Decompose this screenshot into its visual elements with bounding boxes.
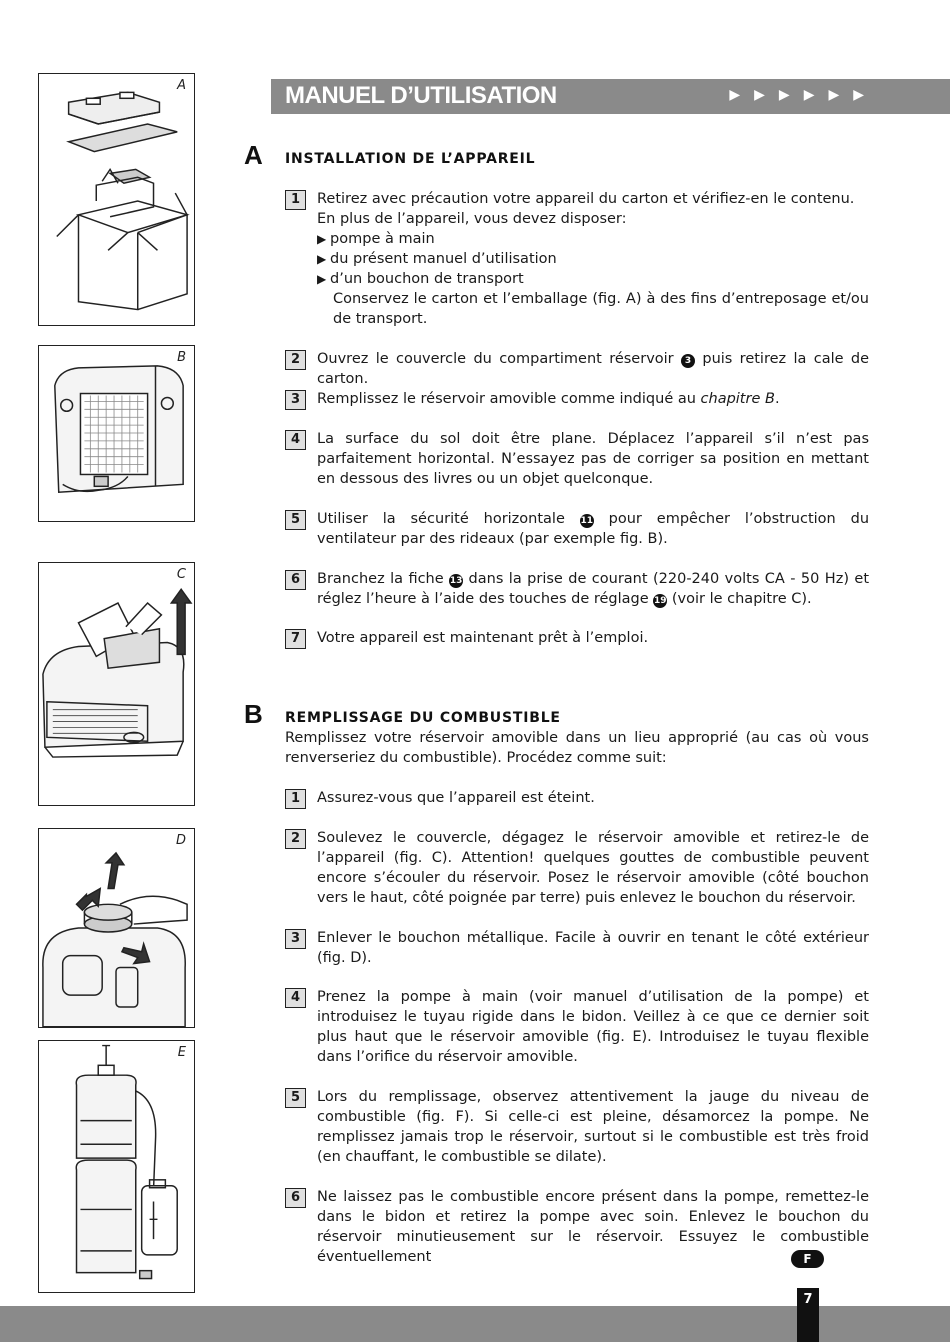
figure-letter: C: [176, 567, 186, 582]
step-b5: [285, 1087, 869, 1167]
chapter-reference: chapitre B: [700, 391, 775, 407]
step-b4: [285, 987, 869, 1067]
heater-rear-illustration: [39, 346, 194, 521]
step-number: 1: [285, 789, 306, 809]
component-ref-badge: 13: [449, 576, 463, 586]
step-number: 6: [285, 1188, 306, 1208]
section-a-letter: A: [244, 140, 263, 170]
step-b3: [285, 928, 869, 968]
figure-e: [38, 1040, 195, 1293]
component-ref-badge: 11: [580, 516, 594, 526]
figure-letter: A: [177, 78, 186, 93]
step-text: Enlever le bouchon métallique. Facile à ouvrir en tenant le côté extérieur (fig. D).: [317, 930, 869, 966]
step-text: Soulevez le couvercle, dégagez le réservoir amovible et retirez-le de l’appareil (fig. C). Attention! quelques gouttes de combustible peuvent encore s’écouler du réservoir. Posez le réservoir amovible (côté bouchon vers le haut, côté poignée par terre) puis enlevez le bouchon du réservoir.: [317, 830, 869, 906]
figure-b: [38, 345, 195, 522]
list-item: [317, 229, 869, 249]
step-text: Lors du remplissage, observez attentivement la jauge du niveau de combustible (fig. F). Si celle-ci est pleine, désamorcez la pompe. Ne remplissez jamais trop le réservoir, surtout si le combustible est très froid (en chauffant, le combustible se dilate).: [317, 1089, 869, 1165]
pump-filling-illustration: [39, 1041, 194, 1292]
figure-a: [38, 73, 195, 326]
step-a7: [285, 628, 869, 648]
step-number: 2: [285, 350, 306, 370]
step-number: 7: [285, 629, 306, 649]
step-number: 3: [285, 390, 306, 410]
component-ref-badge: 19: [654, 596, 667, 606]
list-item: [317, 249, 869, 269]
header-bar: [271, 79, 950, 114]
step-a1: [285, 189, 869, 329]
figure-d: [38, 828, 195, 1028]
section-b-letter: B: [244, 699, 263, 729]
step-text: Branchez la fiche: [317, 571, 444, 587]
header-arrows: ▶▶▶▶▶▶: [729, 87, 878, 103]
step-text: Remplissez le réservoir amovible comme indiqué au: [317, 391, 696, 407]
section-a-title: INSTALLATION DE L’APPAREIL: [285, 151, 536, 167]
step-text: .: [774, 391, 780, 407]
step-text: Assurez-vous que l’appareil est éteint.: [317, 790, 595, 806]
step-number: 1: [285, 190, 306, 210]
step-text: Utiliser la sécurité horizontale: [317, 511, 565, 527]
language-badge: F: [791, 1250, 824, 1268]
step-a5: [285, 509, 869, 549]
section-b-title: REMPLISSAGE DU COMBUSTIBLE: [285, 710, 561, 726]
step-text: puis retirez la cale de carton.: [317, 351, 870, 387]
section-b-intro: Remplissez votre réservoir amovible dans un lieu approprié (au cas où vous renverseriez du combustible). Procédez comme suit:: [285, 730, 869, 766]
step-text: Prenez la pompe à main (voir manuel d’utilisation de la pompe) et introduisez le tuyau rigide dans le bidon. Veillez à ce que ce dernier soit plus haut que le réservoir amovible (fig. E). Introduisez le tuyau flexible dans l’orifice du réservoir amovible.: [317, 989, 869, 1065]
step-b6: [285, 1187, 869, 1267]
step-text: Ne laissez pas le combustible encore présent dans la pompe, remettez-le dans le bidon et retirez la pompe avec soin. Enlevez le bouchon du réservoir minutieusement sur le réservoir. Essuyez le combustible éventuellement: [317, 1189, 869, 1265]
step-a3: [285, 389, 869, 409]
figure-letter: D: [175, 833, 186, 848]
step-text: Retirez avec précaution votre appareil du carton et vérifiez-en le contenu.: [317, 191, 855, 207]
step-text: Ouvrez le couvercle du compartiment réservoir: [317, 351, 674, 367]
step-b2: [285, 828, 869, 908]
step-number: 4: [285, 988, 306, 1008]
tank-removal-illustration: [39, 563, 194, 805]
list-item-text: du présent manuel d’utilisation: [330, 251, 557, 267]
list-item-text: d’un bouchon de transport: [330, 271, 524, 287]
step-b1: [285, 788, 869, 808]
step-number: 5: [285, 510, 306, 530]
list-item-text: pompe à main: [330, 231, 435, 247]
step-text: En plus de l’appareil, vous devez disposer:: [317, 211, 627, 227]
list-item: [317, 269, 869, 289]
step-text: (voir le chapitre C).: [671, 591, 812, 607]
step-number: 4: [285, 430, 306, 450]
box-unpacking-illustration: [39, 74, 194, 325]
step-text: pour empêcher l’obstruction du ventilateur par des rideaux (par exemple fig. B).: [317, 511, 870, 547]
cap-removal-illustration: [39, 829, 194, 1027]
component-ref-badge: 3: [681, 354, 695, 368]
step-number: 3: [285, 929, 306, 949]
page-title: MANUEL D’UTILISATION: [285, 82, 557, 109]
step-text: dans la prise de courant (220-240 volts CA - 50 Hz) et réglez l’heure à l’aide des touches de réglage: [317, 571, 870, 607]
step-a6: [285, 569, 869, 609]
figure-letter: E: [177, 1045, 186, 1060]
step-a4: [285, 429, 869, 489]
page-number: 7: [797, 1288, 819, 1342]
step-number: 6: [285, 570, 306, 590]
step-text: La surface du sol doit être plane. Déplacez l’appareil s’il n’est pas parfaitement horizontal. N’essayez pas de corriger sa position en mettant en dessous des livres ou un objet quelconque.: [317, 431, 869, 487]
step-text: Votre appareil est maintenant prêt à l’emploi.: [317, 630, 649, 646]
step-number: 5: [285, 1088, 306, 1108]
step-number: 2: [285, 829, 306, 849]
step-note: Conservez le carton et l’emballage (fig. A) à des fins d’entreposage et/ou de transport.: [333, 291, 869, 327]
figure-letter: B: [177, 350, 186, 365]
figure-c: [38, 562, 195, 806]
step-a2: [285, 349, 869, 389]
